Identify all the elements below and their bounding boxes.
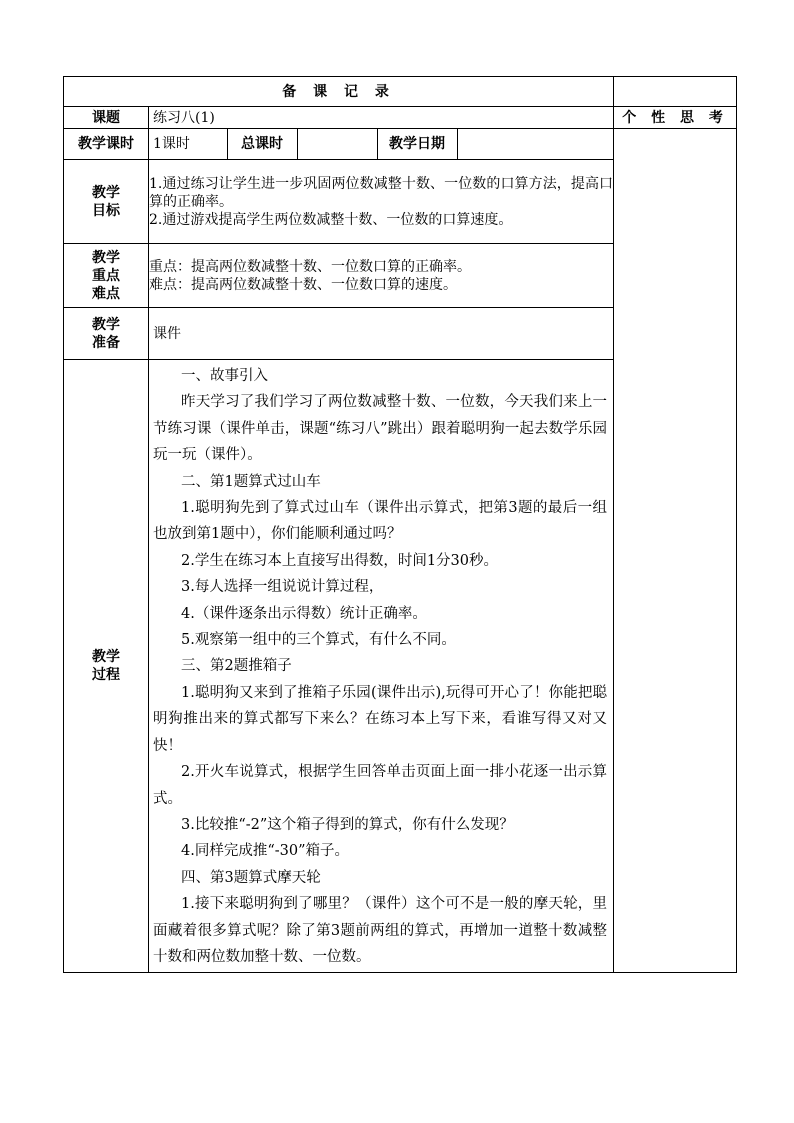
key-points-label-line1: 教学 <box>92 249 120 266</box>
process-content <box>149 360 614 973</box>
process-paragraph: 4.同样完成推“-30”箱子。 <box>181 843 350 860</box>
key-points-label <box>64 244 149 308</box>
process-label-line2: 过程 <box>92 667 120 683</box>
topic-value: 练习八(1) <box>149 107 614 129</box>
goals-label <box>64 160 149 244</box>
key-point-item: 重点：提高两位数减整十数、一位数口算的正确率。 <box>149 258 471 275</box>
goal-item: 2.通过游戏提高学生两位数减整十数、一位数的口算速度。 <box>149 211 513 228</box>
key-point-item: 难点：提高两位数减整十数、一位数口算的速度。 <box>149 276 457 293</box>
process-paragraph: 二、第1题算式过山车 <box>181 473 321 490</box>
lesson-plan-table <box>63 76 737 973</box>
process-paragraph: 三、第2题推箱子 <box>181 658 292 675</box>
side-column-blank <box>614 77 737 107</box>
key-points-label-line2: 重点 <box>92 267 120 284</box>
process-paragraph: 3.比较推“-2”这个箱子得到的算式，你有什么发现？ <box>181 816 514 833</box>
process-paragraph: 昨天学习了我们学习了两位数减整十数、一位数，今天我们来上一节练习课（课件单击，课题“练习八”跳出）跟着聪明狗一起去数学乐园玩一玩（课件）。 <box>153 394 608 464</box>
teaching-date-label: 教学日期 <box>377 129 457 159</box>
goal-item: 1.通过练习让学生进一步巩固两位数减整十数、一位数的口算方法，提高口算的正确率。 <box>149 175 614 210</box>
process-paragraph: 4.（课件逐条出示得数）统计正确率。 <box>181 605 427 622</box>
process-paragraph: 2.开火车说算式，根据学生回答单击页面上面一排小花逐一出示算式。 <box>153 764 608 807</box>
total-hours-value <box>297 129 377 159</box>
total-hours-label: 总课时 <box>227 129 297 159</box>
process-paragraph: 2.学生在练习本上直接写出得数，时间1分30秒。 <box>181 552 499 569</box>
hours-subrow <box>149 129 613 159</box>
process-paragraph: 3.每人选择一组说说计算过程， <box>181 579 384 596</box>
preparation-label-line2: 准备 <box>92 334 120 351</box>
preparation-value: 课件 <box>149 308 614 360</box>
goals-content <box>149 160 614 244</box>
process-paragraph: 1.聪明狗又来到了推箱子乐园(课件出示),玩得可开心了！你能把聪明狗推出来的算式都写下来么？在练习本上写下来，看谁写得又对又快！ <box>153 684 608 754</box>
process-label-line1: 教学 <box>92 649 120 665</box>
preparation-label <box>64 308 149 360</box>
key-points-content <box>149 244 614 308</box>
process-label <box>64 360 149 973</box>
goals-label-line1: 教学 <box>92 184 120 201</box>
process-paragraph: 1.聪明狗先到了算式过山车（课件出示算式，把第3题的最后一组也放到第1题中），你们能顺利通过吗？ <box>153 500 608 543</box>
goals-label-line2: 目标 <box>92 202 120 219</box>
teaching-date-value <box>457 129 613 159</box>
personal-thoughts-area <box>614 129 737 973</box>
process-paragraph: 5.观察第一组中的三个算式，有什么不同。 <box>181 632 456 649</box>
lesson-hours-label: 教学课时 <box>64 129 149 160</box>
key-points-label-line3: 难点 <box>92 285 120 302</box>
personal-thoughts-heading: 个 性 思 考 <box>614 107 737 129</box>
preparation-label-line1: 教学 <box>92 316 120 333</box>
process-paragraph: 1.接下来聪明狗到了哪里？（课件）这个可不是一般的摩天轮，里面藏着很多算式呢？除了第3题前两组的算式，再增加一道整十数减整十数和两位数加整十数、一位数。 <box>153 896 608 965</box>
document-title: 备 课 记 录 <box>64 77 614 107</box>
lesson-hours-value: 1课时 <box>149 129 227 159</box>
process-paragraph: 一、故事引入 <box>181 368 268 384</box>
topic-label: 课题 <box>64 107 149 129</box>
process-paragraph: 四、第3题算式摩天轮 <box>181 869 321 886</box>
